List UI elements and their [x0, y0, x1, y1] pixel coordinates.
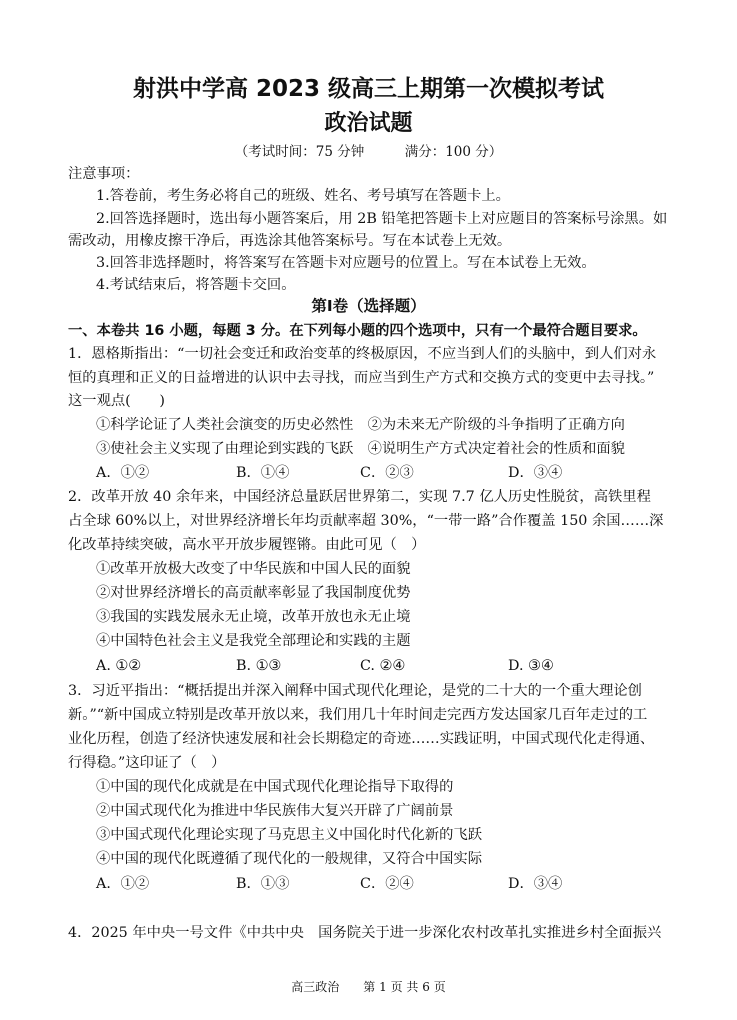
notice-item: 2.回答选择题时，选出每小题答案后，用 2B 铅笔把答题卡上对应题目的答案标号涂黑。如: [96, 211, 668, 227]
question-1-text: 恒的真理和正义的日益增进的认识中去寻找，而应当到生产方式和交换方式的变更中去寻找。”: [68, 370, 655, 386]
question-2-statement: ①改革开放极大改变了中华民族和中国人民的面貌: [96, 561, 411, 577]
option-c[interactable]: C．②③: [360, 465, 414, 481]
option-a[interactable]: A．①②: [96, 465, 150, 481]
question-2-statement: ④中国特色社会主义是我党全部理论和实践的主题: [96, 633, 411, 649]
question-3-text: 行得稳。”这印证了（ ）: [68, 755, 226, 771]
section-instruction: 一、本卷共 16 小题，每题 3 分。在下列每小题的四个选项中，只有一个最符合题目要求。: [68, 323, 647, 339]
exam-info: （考试时间：75 分钟 满分：100 分）: [234, 144, 503, 160]
option-a[interactable]: A．①②: [96, 876, 150, 892]
option-a[interactable]: A. ①②: [96, 658, 142, 674]
notice-item: 需改动，用橡皮擦干净后，再选涂其他答案标号。写在本试卷上无效。: [68, 233, 512, 249]
notice-item: 4.考试结束后，将答题卡交回。: [96, 277, 296, 293]
option-c[interactable]: C. ②④: [360, 658, 406, 674]
option-d[interactable]: D．③④: [508, 876, 563, 892]
option-d[interactable]: D．③④: [508, 465, 563, 481]
question-3-statement: ③中国式现代化理论实现了马克思主义中国化时代化新的飞跃: [96, 827, 483, 843]
section-title: 第Ⅰ卷（选择题）: [311, 297, 426, 315]
question-3-statement: ①中国的现代化成就是在中国式现代化理论指导下取得的: [96, 779, 454, 795]
option-d[interactable]: D. ③④: [508, 658, 554, 674]
question-2-text: 占全球 60%以上，对世界经济增长年均贡献率超 30%，“一带一路”合作覆盖 150 余国……深: [68, 513, 664, 529]
option-c[interactable]: C．②④: [360, 876, 414, 892]
question-1-statement: ①科学论证了人类社会演变的历史必然性 ②为未来无产阶级的斗争指明了正确方向: [96, 417, 625, 433]
question-2-statement: ③我国的实践发展永无止境，改革开放也永无止境: [96, 609, 411, 625]
question-1-text: 1．恩格斯指出：“一切社会变迁和政治变革的终极原因，不应当到人们的头脑中，到人们对永: [68, 346, 657, 362]
question-1-statement: ③使社会主义实现了由理论到实践的飞跃 ④说明生产方式决定着社会的性质和面貌: [96, 441, 625, 457]
footer-page-end: 页: [433, 980, 446, 994]
footer-page-number: 1: [379, 980, 387, 994]
notice-label: 注意事项：: [68, 166, 140, 182]
question-1-text: 这一观点( ): [68, 393, 165, 409]
question-3-text: 新。”“新中国成立特别是改革开放以来，我们用几十年时间走完西方发达国家几百年走过的工: [68, 707, 648, 723]
notice-item: 1.答卷前，考生务必将自己的班级、姓名、考号填写在答题卡上。: [96, 188, 510, 204]
exam-title: 射洪中学高 2023 级高三上期第一次模拟考试: [132, 76, 605, 102]
footer-subject: 高三政治: [291, 980, 340, 994]
page-footer: [0, 978, 737, 995]
notice-item: 3.回答非选择题时，将答案写在答题卡对应题号的位置上。写在本试卷上无效。: [96, 255, 596, 271]
question-3-statement: ④中国的现代化既遵循了现代化的一般规律，又符合中国实际: [96, 851, 483, 867]
footer-page-label: 第: [363, 980, 376, 994]
option-b[interactable]: B．①④: [236, 465, 290, 481]
question-2-text: 2．改革开放 40 余年来，中国经济总量跃居世界第二，实现 7.7 亿人历史性脱贫，高铁里程: [68, 489, 651, 505]
question-4-text: 4．2025 年中央一号文件《中共中央 国务院关于进一步深化农村改革扎实推进乡村全面振兴: [68, 925, 662, 941]
question-3-text: 业化历程，创造了经济快速发展和社会长期稳定的奇迹……实践证明，中国式现代化走得通、: [68, 731, 655, 747]
question-2-statement: ②对世界经济增长的高贡献率彰显了我国制度优势: [96, 585, 411, 601]
question-3-text: 3．习近平指出：“概括提出并深入阐释中国式现代化理论，是党的二十大的一个重大理论创: [68, 683, 642, 699]
option-b[interactable]: B．①③: [236, 876, 290, 892]
option-b[interactable]: B. ①③: [236, 658, 282, 674]
footer-page-mid: 页 共: [390, 980, 419, 994]
exam-subject: 政治试题: [324, 111, 413, 136]
question-3-statement: ②中国式现代化为推进中华民族伟大复兴开辟了广阔前景: [96, 803, 454, 819]
footer-page-total: 6: [422, 980, 430, 994]
question-2-text: 化改革持续突破，高水平开放步履铿锵。由此可见（ ）: [68, 537, 426, 553]
